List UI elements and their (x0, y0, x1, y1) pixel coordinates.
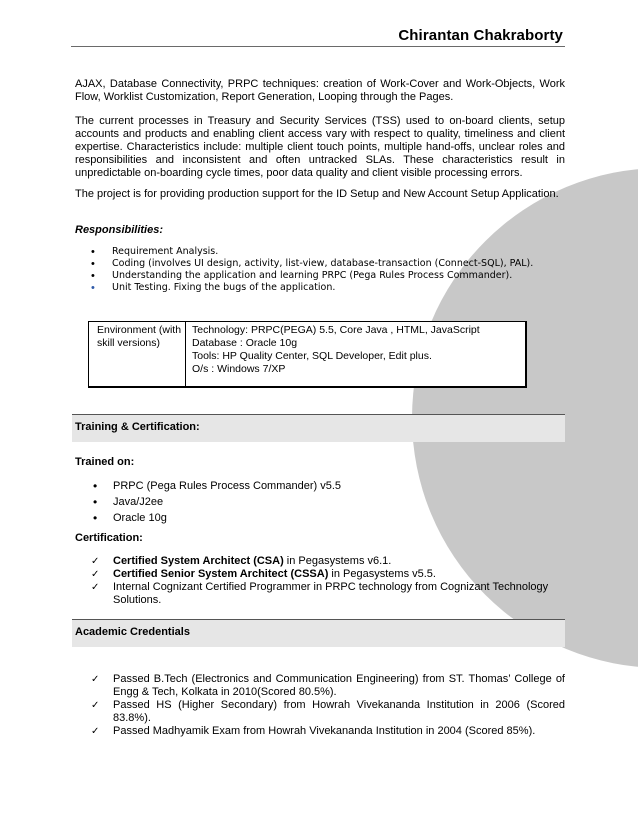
list-item (75, 568, 565, 581)
candidate-name: Chirantan Chakraborty (398, 27, 563, 44)
training-section-title: Training & Certification: (75, 421, 200, 433)
project-paragraph-1: AJAX, Database Connectivity, PRPC techniques: creation of Work-Cover and Work-Objects, Work Flow, Worklist Customization, Report Generation, Looping through the Pages. (75, 78, 565, 103)
academic-section-bar (72, 619, 565, 647)
certification-heading: Certification: (75, 532, 143, 544)
cert-detail: in Pegasystems v6.1. (283, 555, 392, 567)
header-divider (71, 46, 565, 47)
certification-list (75, 555, 565, 607)
project-paragraph-2: The current processes in Treasury and Security Services (TSS) used to on-board clients, setup accounts and products and enabling client access vary with respect to quality, timeliness and client expertise. Characteristics include: multiple client touch points, multiple hand-offs, unclear roles and responsibilities and inconsistent and often untracked SLAs. These characteristics result in unpredictable on-boarding cycle times, poor data quality and client visible processing errors. (75, 115, 565, 179)
env-tools: Tools: HP Quality Center, SQL Developer, Edit plus. (192, 350, 432, 362)
environment-details (186, 322, 525, 386)
trained-on-heading: Trained on: (75, 456, 135, 468)
academic-section-title: Academic Credentials (75, 626, 190, 638)
environment-table (88, 321, 527, 388)
list-item: • Understanding the application and learning PRPC (Pega Rules Process Commander). (75, 270, 565, 282)
academic-list (75, 673, 565, 738)
cert-name: Certified Senior System Architect (CSSA) (113, 568, 329, 580)
env-os: O/s : Windows 7/XP (192, 363, 286, 375)
list-item: • Java/J2ee (75, 496, 565, 509)
list-item (75, 555, 565, 568)
responsibilities-list (75, 246, 565, 294)
cert-detail: in Pegasystems v5.5. (328, 568, 436, 580)
list-item: • PRPC (Pega Rules Process Commander) v5.5 (75, 480, 565, 493)
list-item: • Requirement Analysis. (75, 246, 565, 258)
list-item: ✓ Passed B.Tech (Electronics and Communication Engineering) from ST. Thomas’ College of Engg & Tech, Kolkata in 2010(Scored 80.5%). (75, 673, 565, 699)
cert-name: Certified System Architect (CSA) (113, 555, 284, 567)
trained-on-list (75, 480, 565, 528)
list-item: • Oracle 10g (75, 512, 565, 525)
project-paragraph-3: The project is for providing production support for the ID Setup and New Account Setup Application. (75, 188, 559, 200)
env-technology: Technology: PRPC(PEGA) 5.5, Core Java , HTML, JavaScript (192, 324, 480, 336)
list-item: • Coding (involves UI design, activity, list-view, database-transaction (Connect-SQL), PAL). (75, 258, 565, 270)
list-item: • Unit Testing. Fixing the bugs of the application. (75, 282, 565, 294)
environment-label: Environment (with skill versions) (89, 322, 186, 386)
list-item: ✓ Passed HS (Higher Secondary) from Howrah Vivekananda Institution in 2006 (Scored 83.8%). (75, 699, 565, 725)
list-item: ✓ Passed Madhyamik Exam from Howrah Vivekananda Institution in 2004 (Scored 85%). (75, 725, 565, 738)
cert-detail: Internal Cognizant Certified Programmer in PRPC technology from Cognizant Technology Solutions. (113, 581, 549, 606)
training-section-bar (72, 414, 565, 442)
list-item (75, 581, 565, 607)
env-database: Database : Oracle 10g (192, 337, 298, 349)
responsibilities-heading: Responsibilities: (75, 224, 164, 236)
